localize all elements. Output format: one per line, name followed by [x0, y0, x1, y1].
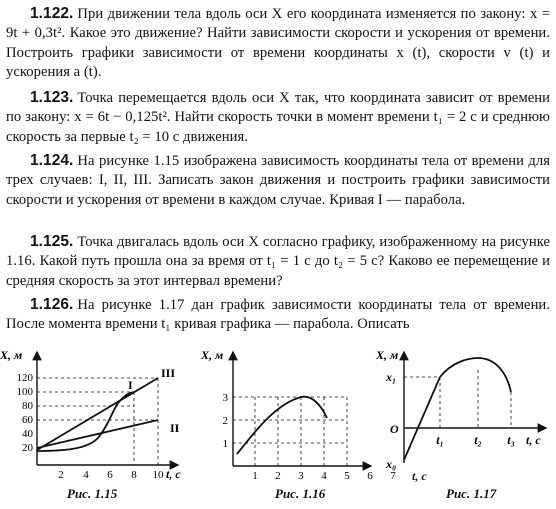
y-axis-label: X, м — [0, 348, 23, 362]
problem-1-123 — [6, 88, 550, 147]
x1-label: x₁ — [386, 370, 397, 384]
origin-label: O — [390, 422, 399, 436]
problem-text: Точка двигалась вдоль оси X согласно графику, изображенному на рисунке 1.16. Какой путь прошла она за время от t₁ = 1 с до t₂ = 5 с? Каково ее перемещение и средняя скорость за этот интервал времени? — [6, 234, 550, 289]
x-tick-label: 1 — [252, 470, 258, 482]
figure-1-15-caption: Рис. 1.15 — [67, 486, 118, 501]
y-tick-label: 60 — [22, 414, 33, 426]
coordinate-curve — [404, 358, 511, 460]
x-tick-label: 2 — [275, 470, 281, 482]
x-tick-label: 8 — [131, 469, 137, 481]
curve-II — [37, 420, 158, 448]
t2-label: t₂ — [474, 433, 482, 447]
x-tick-label: 5 — [344, 470, 350, 482]
x-tick-label: 4 — [321, 470, 327, 482]
figure-1-16-x-axis-label: t, с — [412, 469, 427, 483]
y-tick-label: 20 — [22, 442, 33, 454]
figure-1-16-caption: Рис. 1.16 — [275, 486, 326, 501]
figure-1-15-graph — [0, 348, 185, 483]
y-tick-label: 2 — [222, 415, 228, 427]
y-tick-label: 40 — [22, 428, 33, 440]
y-tick-label: 120 — [16, 372, 33, 384]
t3-label: t₃ — [507, 433, 515, 447]
problem-number: 1.123. — [30, 89, 74, 106]
x-tick-label: 4 — [83, 469, 89, 481]
figure-1-17-graph — [376, 348, 554, 483]
t1-label: t₁ — [436, 433, 444, 447]
curve-label-II: II — [170, 421, 180, 435]
problem-1-122 — [6, 4, 550, 83]
x0-label: x₀ — [386, 457, 397, 471]
x-tick-label: 7 — [390, 470, 396, 482]
problem-1-126 — [6, 295, 550, 335]
figure-1-17 — [376, 348, 554, 483]
x-tick-label: 2 — [58, 469, 64, 481]
curve-label-III: III — [161, 366, 176, 380]
problem-1-124 — [6, 151, 550, 210]
curve-label-I: I — [128, 378, 133, 392]
x-tick-label: 3 — [298, 470, 304, 482]
problem-number: 1.125. — [30, 233, 74, 250]
figure-1-17-caption: Рис. 1.17 — [446, 486, 497, 501]
problem-1-125 — [6, 232, 550, 291]
x-axis-label: t, с — [526, 433, 541, 447]
x-tick-label: 6 — [367, 470, 373, 482]
problem-text: На рисунке 1.17 дан график зависимости координаты тела от времени. После момента времени t₁ кривая графика — парабола. Описать — [6, 297, 550, 333]
coordinate-curve — [237, 397, 327, 454]
problem-text: Точка перемещается вдоль оси X так, что координата зависит от времени по закону: x = 6t − 0,125t². Найти скорость точки в момент времени t₁ = 2 с и среднюю скорость за первые t₂ = 10 с движения. — [6, 90, 550, 145]
x-tick-label: 10 — [152, 469, 164, 481]
y-axis-label: X, м — [201, 348, 224, 362]
y-tick-label: 3 — [222, 392, 228, 404]
problem-number: 1.124. — [30, 152, 74, 169]
y-axis-label: X, м — [376, 348, 399, 362]
x-axis-label: t, с — [166, 467, 181, 481]
problem-number: 1.126. — [30, 296, 74, 313]
y-tick-label: 100 — [16, 386, 33, 398]
problem-text: На рисунке 1.15 изображена зависимость координаты тела от времени для трех случаев: I, II, III. Записать закон движения и построить графики зависимости скорости и ускорения от времени в каждом случае. Кривая I — парабола. — [6, 153, 550, 208]
problem-number: 1.122. — [30, 5, 74, 22]
problem-text: При движении тела вдоль оси X его координата изменяется по закону: x = 9t + 0,3t². Какое это движение? Найти зависимости скорости и ускорения от времени. Построить графики зависимости от времени координаты x (t), скорости v (t) и ускорения a (t). — [6, 6, 550, 81]
figure-1-15 — [0, 348, 185, 483]
y-tick-label: 80 — [22, 400, 33, 412]
y-tick-label: 1 — [222, 438, 228, 450]
x-tick-label: 6 — [107, 469, 113, 481]
